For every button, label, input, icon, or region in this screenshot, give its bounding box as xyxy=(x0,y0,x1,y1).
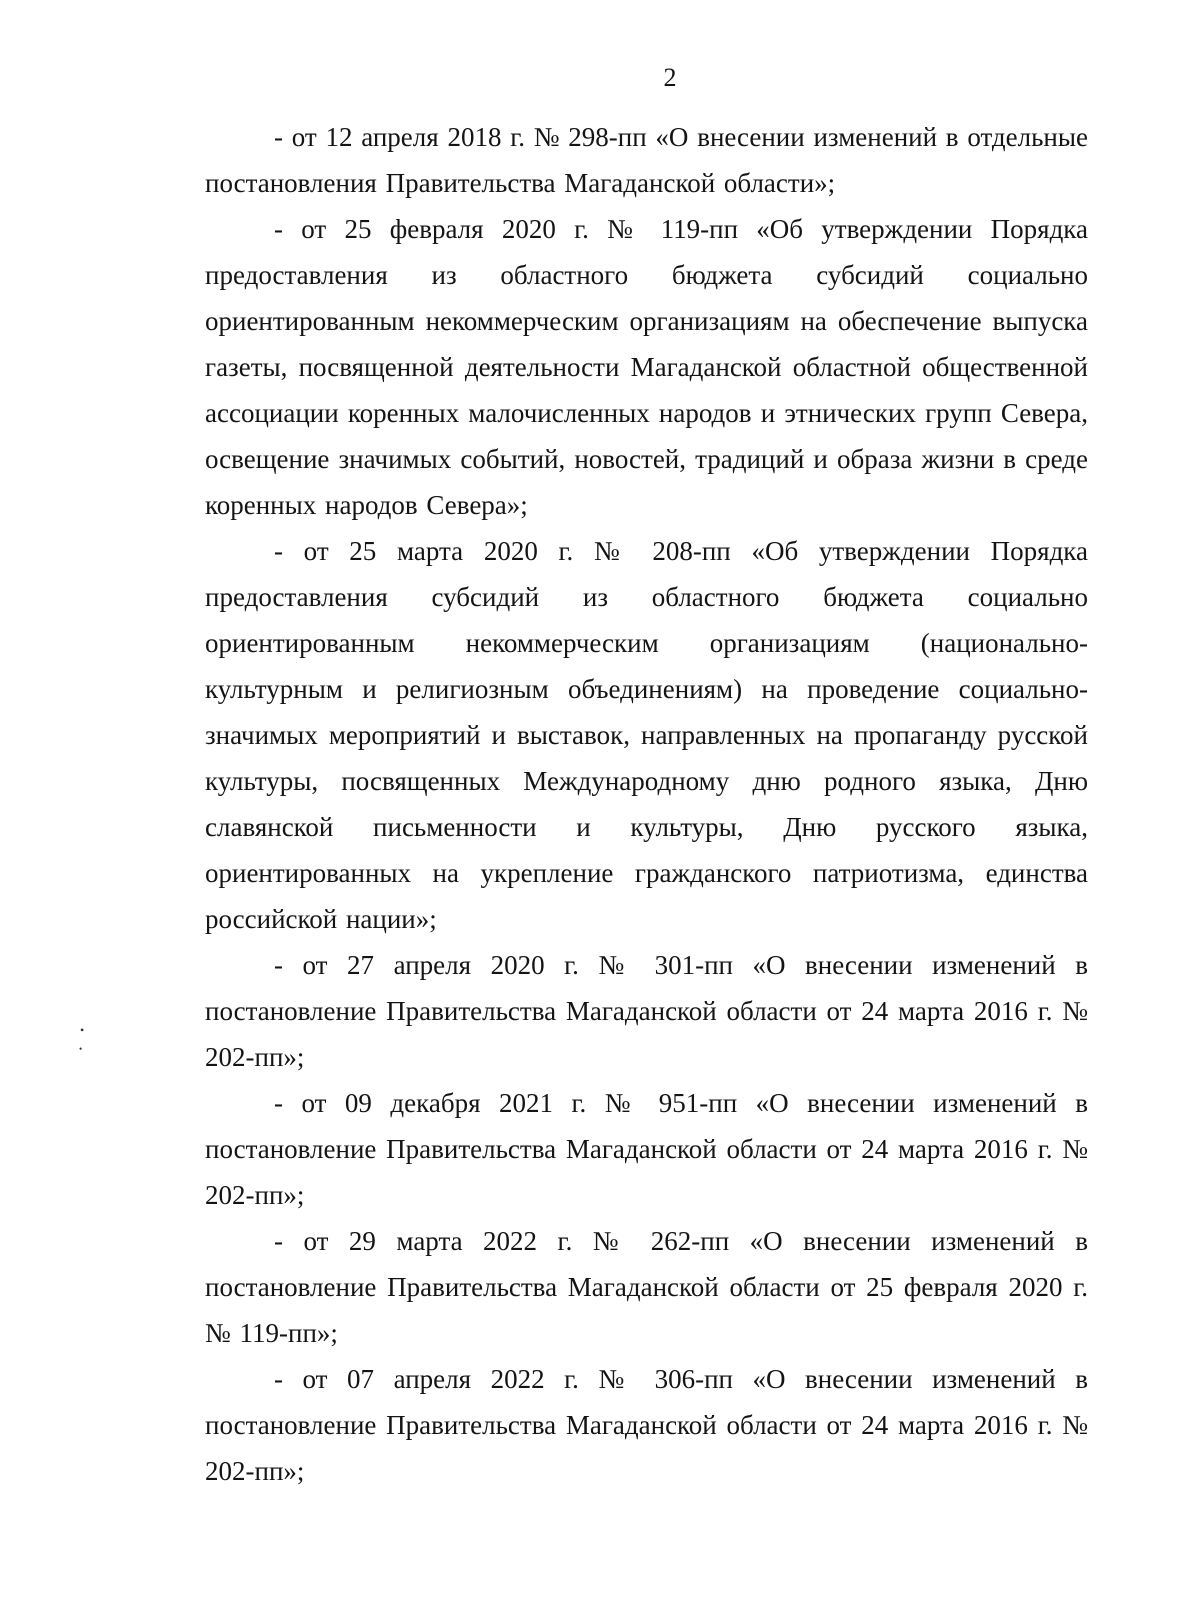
list-item-decree-119: - от 25 февраля 2020 г. № 119-пп «Об утверждении Порядка предоставления из областного бюджета субсидий социально ориентированным некоммерческим организациям на обеспечение выпуска газеты, посвященной деятельности Магаданской областной общественной ассоциации коренных малочисленных народов и этнических групп Севера, освещение значимых событий, новостей, традиций и образа жизни в среде коренных народов Севера»; xyxy=(205,214,1088,520)
scan-speck: • xyxy=(80,1023,85,1037)
list-item-decree-951: - от 09 декабря 2021 г. № 951-пп «О внесении изменений в постановление Правительства Магаданской области от 24 марта 2016 г. № 202-пп»; xyxy=(205,1088,1088,1210)
document-body xyxy=(205,114,1088,1494)
list-item-decree-262: - от 29 марта 2022 г. № 262-пп «О внесении изменений в постановление Правительства Магаданской области от 25 февраля 2020 г. № 119-пп»; xyxy=(205,1226,1088,1348)
list-item-decree-306: - от 07 апреля 2022 г. № 306-пп «О внесении изменений в постановление Правительства Магаданской области от 24 марта 2016 г. № 202-пп»; xyxy=(205,1364,1088,1486)
list-item-decree-298: - от 12 апреля 2018 г. № 298-пп «О внесении изменений в отдельные постановления Правительства Магаданской области»; xyxy=(205,122,1088,198)
list-item-decree-208: - от 25 марта 2020 г. № 208-пп «Об утверждении Порядка предоставления субсидий из областного бюджета социально ориентированным некоммерческим организациям (национально-культурным и религиозным объединениям) на проведение социально-значимых мероприятий и выставок, направленных на пропаганду русской культуры, посвященных Международному дню родного языка, Дню славянской письменности и культуры, Дню русского языка, ориентированных на укрепление гражданского патриотизма, единства российской нации»; xyxy=(205,536,1088,934)
page-number: 2 xyxy=(663,63,677,92)
list-item-decree-301: - от 27 апреля 2020 г. № 301-пп «О внесении изменений в постановление Правительства Магаданской области от 24 марта 2016 г. № 202-пп»; xyxy=(205,950,1088,1072)
scan-speck: • xyxy=(79,1044,83,1054)
